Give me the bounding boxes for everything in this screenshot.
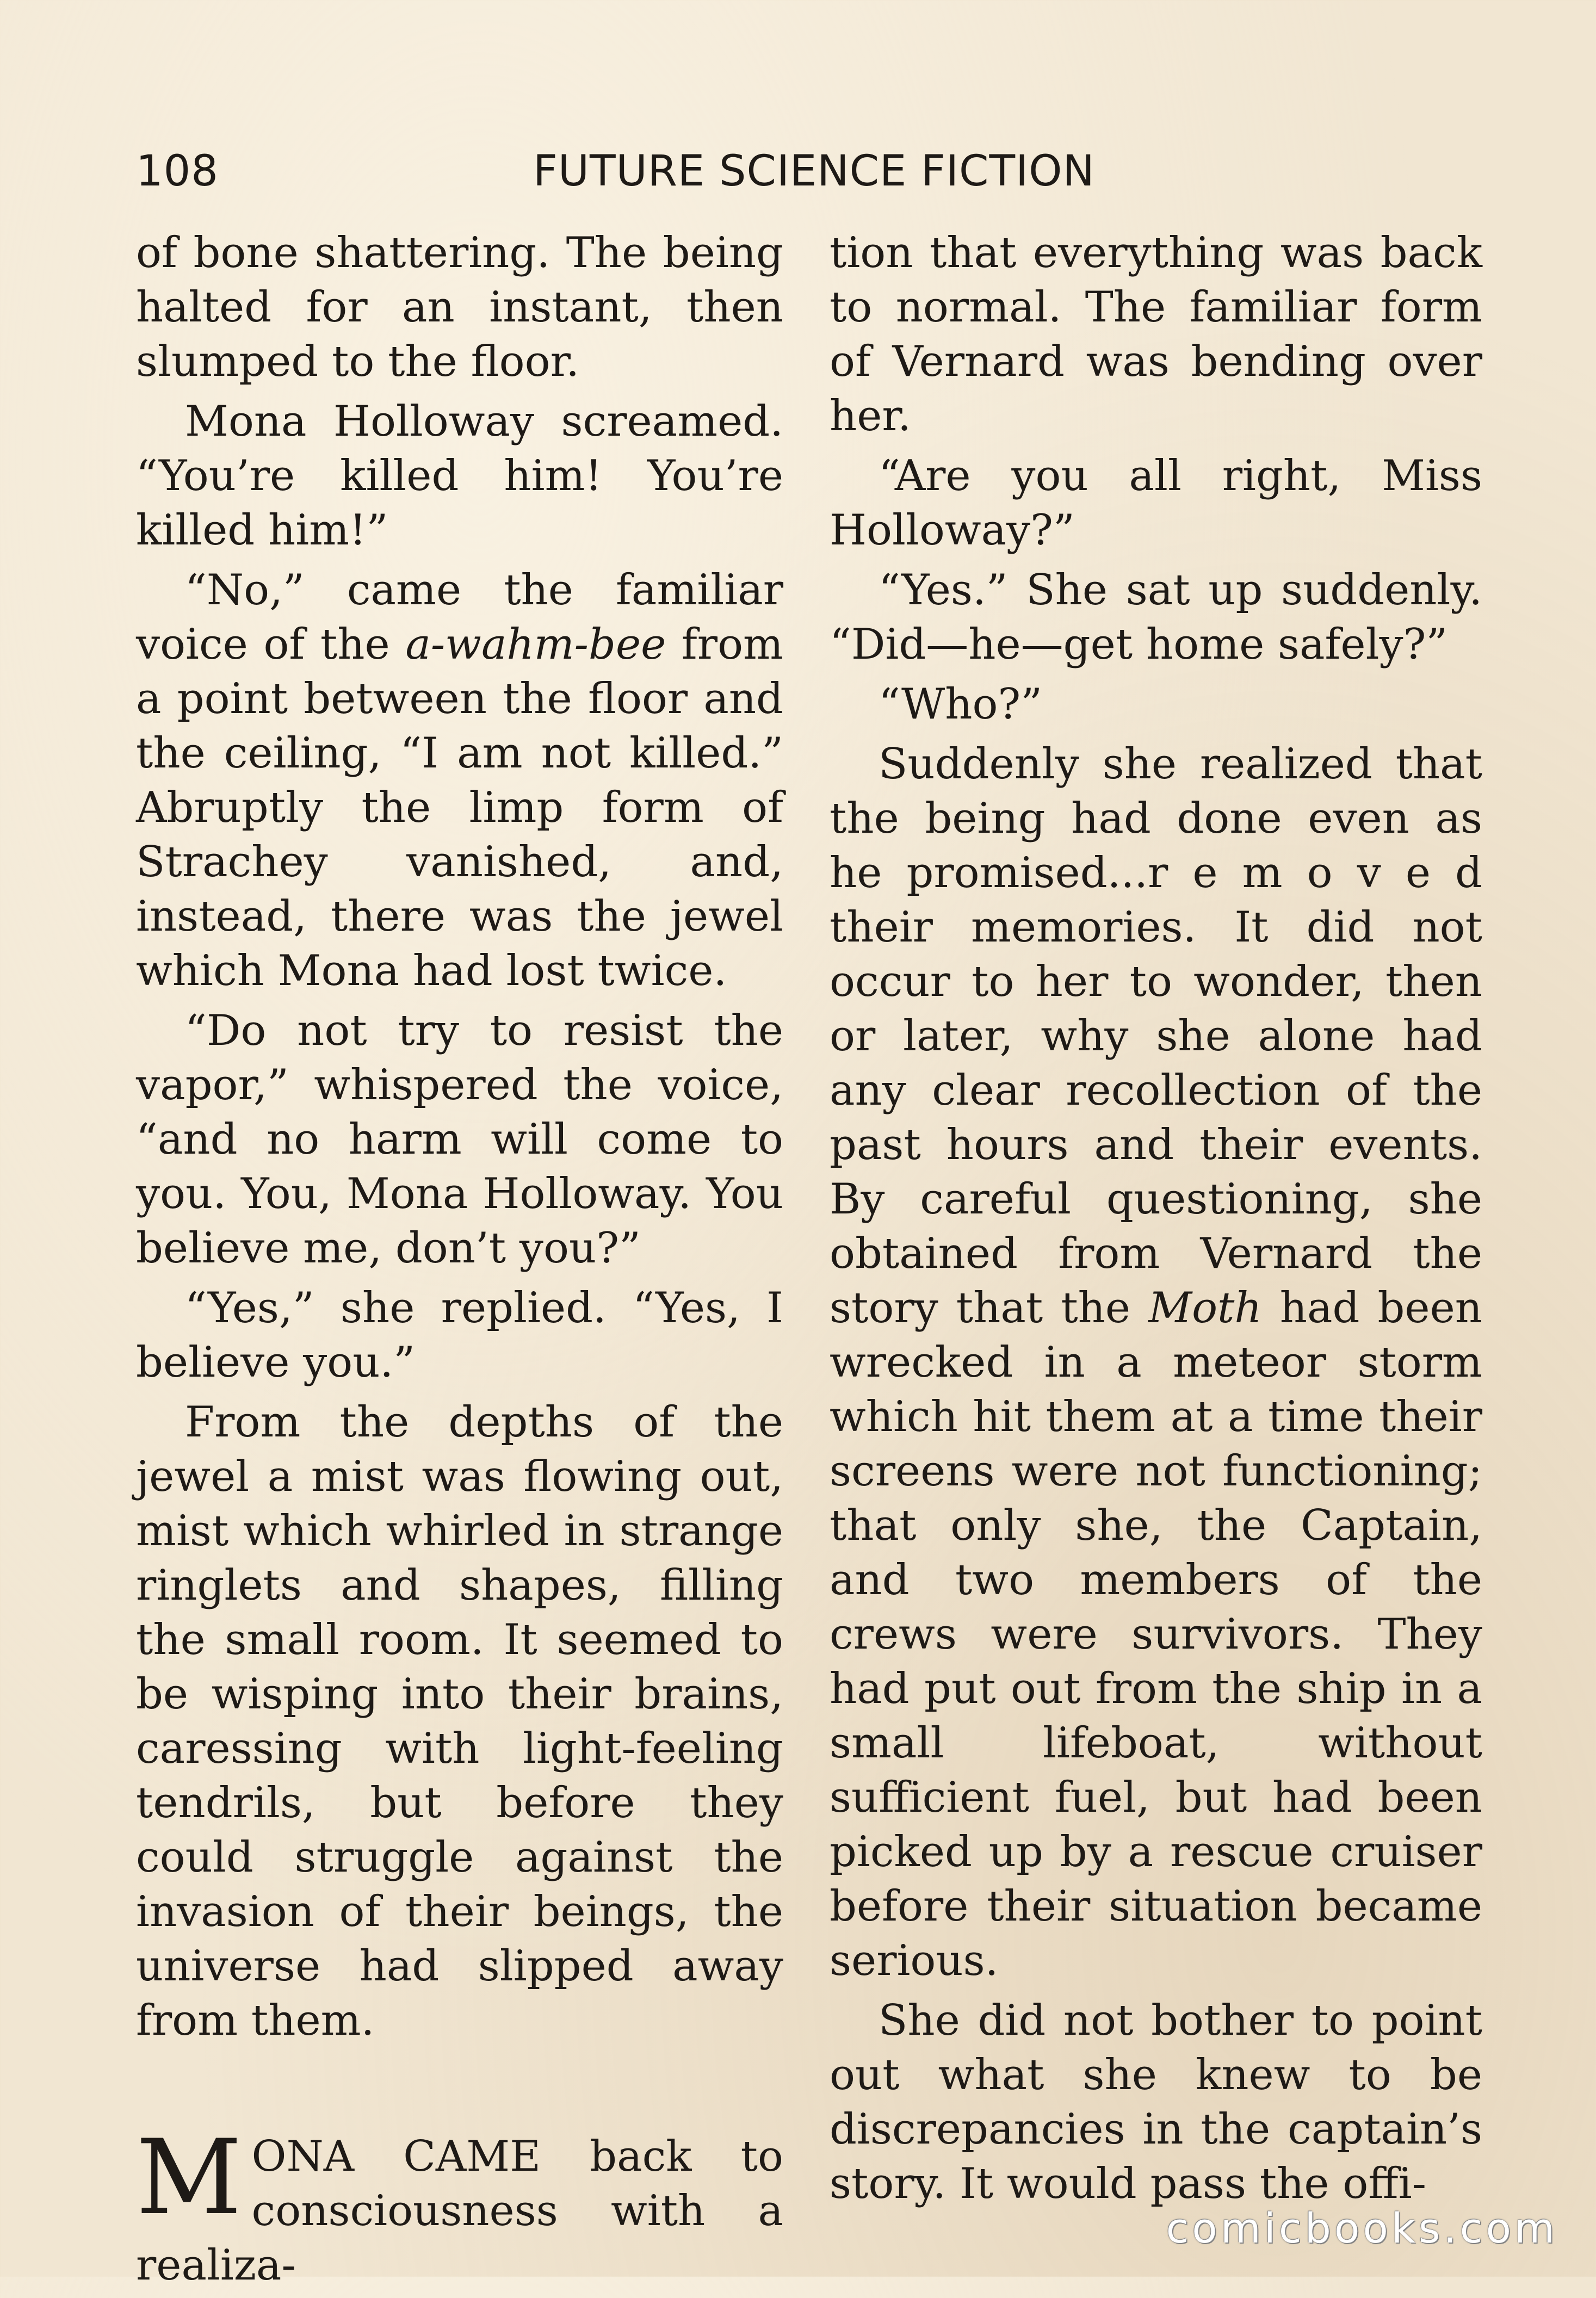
paragraph xyxy=(830,737,1482,1988)
left-column xyxy=(136,226,783,2298)
paragraph-text: “No,” came the familiar voice of the xyxy=(136,566,783,669)
paragraph-text: ONA CAME back to consciousness with a realiza- xyxy=(136,2132,783,2290)
paragraph: “Yes.” She sat up suddenly. “Did—he—get home safely?” xyxy=(830,566,1482,669)
paragraph: “Who?” xyxy=(879,680,1043,729)
paragraph: of bone shattering. The being halted for an instant, then slumped to the floor. xyxy=(136,228,783,386)
paragraph xyxy=(136,563,783,998)
paragraph-text: from a point between the floor and the ceiling, “I am not killed.” Abruptly the limp form of Strachey vanished, and, instead, there was the jewel which Mona had lost twice. xyxy=(136,620,783,995)
paragraph: Mona Holloway screamed. “You’re killed him! You’re killed him!” xyxy=(136,397,783,555)
section-opening-paragraph xyxy=(136,2117,783,2293)
italic-ship-name: Moth xyxy=(1148,1284,1262,1333)
page-header xyxy=(136,147,1474,207)
paragraph-text: Suddenly she realized that the being had done even as he promised...r e m o v e d their memories. It did not occur to her to wonder, then or later, why she alone had any clear recollection of the past hours and their events. By careful questioning, she obtained from Vernard the story that the xyxy=(830,740,1482,1333)
paragraph: From the depths of the jewel a mist was flowing out, mist which whirled in strange ringlets and shapes, filling the small room. It seemed to be wisping into their brains, caressing with light-feeling tendrils, but before they could struggle against the invasion of their beings, the universe had slipped away from them. xyxy=(136,1398,783,2045)
right-column xyxy=(830,226,1482,2216)
paragraph: “Yes,” she replied. “Yes, I believe you.” xyxy=(136,1284,783,1387)
paragraph: She did not bother to point out what she knew to be discrepancies in the captain’s story. It would pass the offi- xyxy=(830,1996,1482,2208)
paragraph-text: had been wrecked in a meteor storm which hit them at a time their screens were not functioning; that only she, the Captain, and two members of the crews were survivors. They had put out from the ship in a small lifeboat, without sufficient fuel, but had been picked up by a rescue cruiser before their situation became serious. xyxy=(830,1284,1482,1985)
paragraph: tion that everything was back to normal. The familiar form of Vernard was bending over her. xyxy=(830,228,1482,441)
italic-term: a-wahm-bee xyxy=(405,620,666,669)
paragraph: “Do not try to resist the vapor,” whispered the voice, “and no harm will come to you. You, Mona Holloway. You believe me, don’t you?” xyxy=(136,1006,783,1273)
watermark-logo: comicbooks.com xyxy=(1166,2204,1558,2252)
page-number: 108 xyxy=(136,147,219,196)
running-head: FUTURE SCIENCE FICTION xyxy=(533,147,1095,196)
paragraph: “Are you all right, Miss Holloway?” xyxy=(830,451,1482,555)
drop-cap: M xyxy=(136,2117,242,2238)
